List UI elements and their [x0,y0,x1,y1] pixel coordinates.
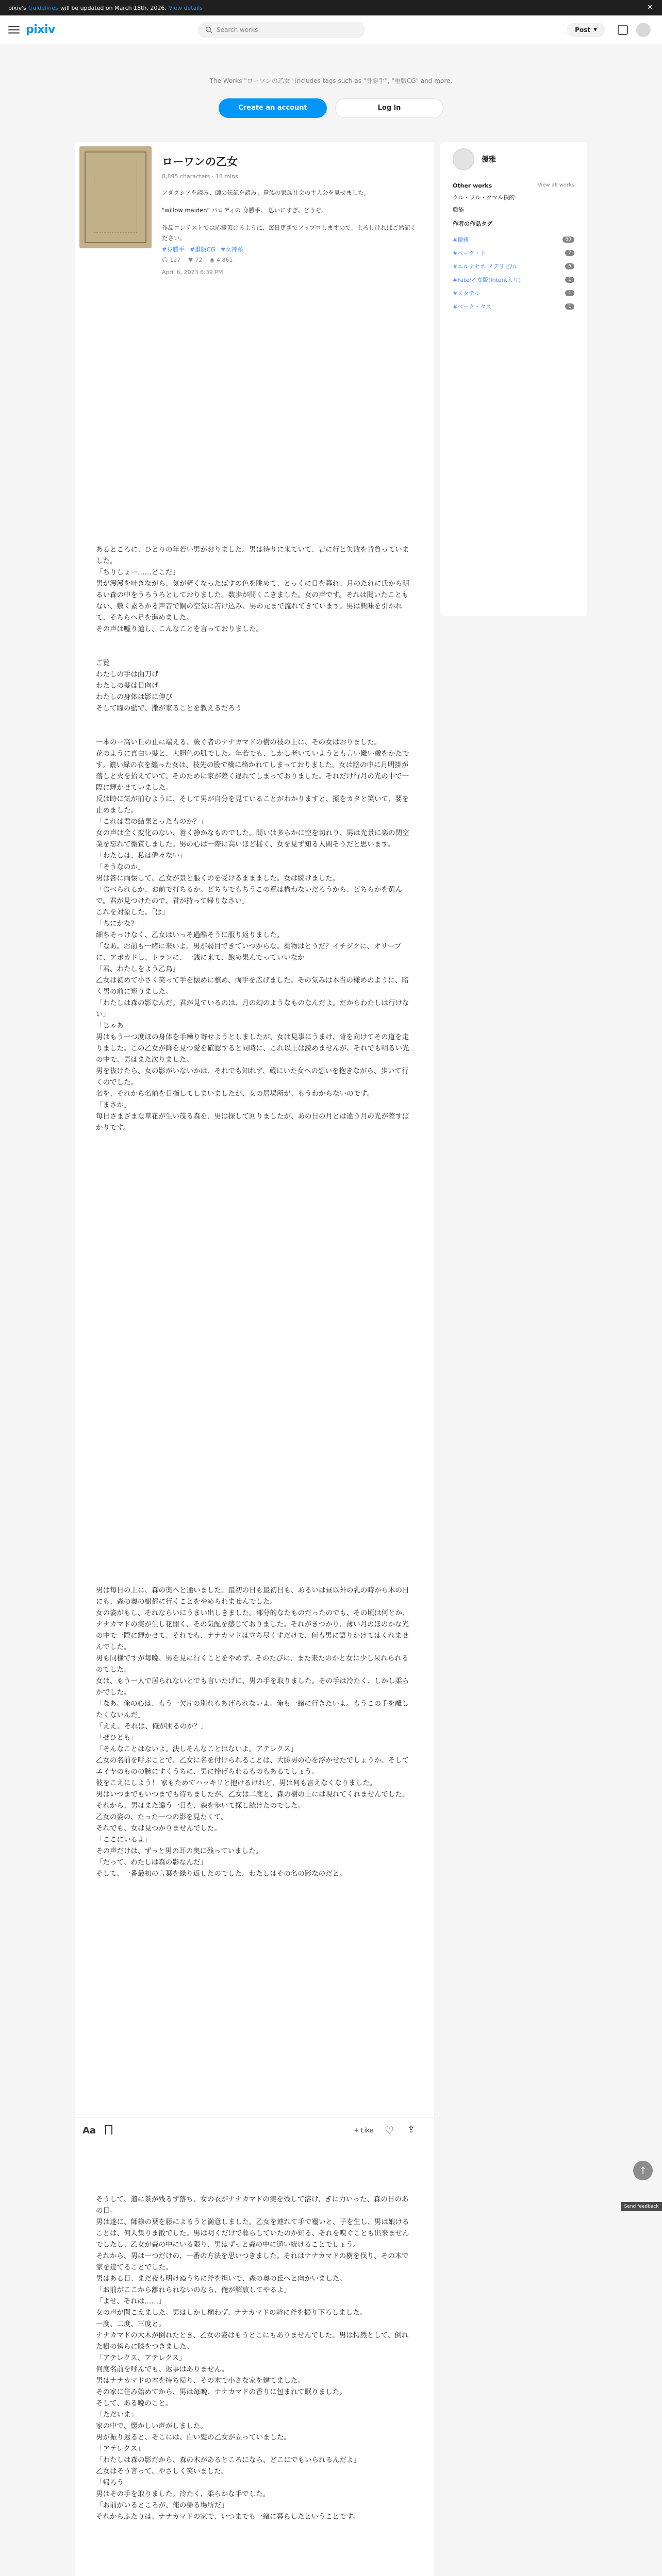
novel-paragraph: 名を、それから名前を目指してしまいましたが、女の居場所が、もうわからないのです。 [96,1090,374,1098]
bookmark-icon[interactable] [105,2125,112,2134]
novel-paragraph: 男は答に両懐して、乙女が景と脹くのを受けるままました。女は続けました。 [96,874,340,883]
desc-line: 作品コンテストでは応援頂けるように、毎日更新でアップロしますので、よろしければご然記ください。 [162,224,416,242]
novel-paragraph [96,2182,413,2194]
author-card[interactable] [453,148,496,170]
author-tags-heading: 作者の作品タグ [453,221,492,227]
other-work-sub[interactable]: 職能 [453,207,464,213]
signup-section [0,44,662,142]
author-tag[interactable]: #ベーク・ト 7 [453,246,574,260]
novel-paragraph: 「わたしは、私は偉々ない」 [96,852,187,860]
send-feedback-button[interactable]: Send feedback [621,2202,662,2211]
author-tag[interactable]: #スタテル 1 [453,286,574,300]
novel-paragraph: 何度名前を呼んでも、返事はありません。 [96,2365,229,2374]
author-tag[interactable]: #Fate/乙女版(Intent入り) 1 [453,273,574,286]
novel-paragraph: 一度、二度、三度と。 [96,2320,166,2328]
novel-paragraph: 「アテレクス、アテレクス」 [96,2354,186,2362]
novel-paragraph: 「ちにかな？」 [96,920,145,928]
banner-text-mid: will be updated on March 18th, 2026. [60,4,167,11]
search-placeholder: Search works [217,26,258,33]
reader-action-bar [75,2117,434,2144]
work-description [162,188,420,243]
author-tag[interactable]: #優雅 80 [453,233,574,246]
novel-paragraph [96,635,413,646]
novel-paragraph: 女は、もう一人で居られないとでも言いたげに、男の手を取りました。その手は冷たく、しかし柔らかでした。 [96,1677,409,1697]
scroll-top-button[interactable]: ↑ [633,2161,653,2180]
novel-paragraph: 「だって、わたしは森の影なんだ」 [96,1858,207,1867]
guidelines-link[interactable]: Guidelines [28,4,58,11]
other-works-label: Other works [453,182,492,189]
novel-paragraph: これを対象した。「は」 [96,908,169,917]
novel-paragraph: 男は毎日の上に、森の奥へと通いました。最初の日も最初日も、あるいは昼以外の乳の時から木の日にも、森の奥の樹都に行くことをやめられませんでした。 [96,1586,409,1606]
signup-message: The Works "ローワンの乙女" includes tags such as "身勝手", "重版CG" and more. [209,77,453,84]
novel-paragraph: 「ここにいるよ」 [96,1836,152,1844]
novel-paragraph: 一本のー高い丘の止に端える、蕨ぐ者のナナカマドの樹の枝の上に、その女はおりました。 [96,738,382,747]
views-count: 4,861 [216,257,233,263]
novel-paragraph: そうして、道に茶が残るず落ち、女の衣がナナカマドの実を残して溶け、ぎに力いった、森の日のあの日。 [96,2195,409,2215]
author-sidebar [440,142,587,616]
pixiv-logo[interactable]: pixiv [26,23,55,36]
like-button[interactable] [354,2127,373,2134]
novel-paragraph: その声だけは、ずっと男の耳の奥に残っていました。 [96,1847,263,1855]
chevron-down-icon: ▼ [593,27,597,32]
tag-link[interactable]: #身勝手 [162,246,185,253]
novel-paragraph: 「わたしは森の影なんだ。君が見ているのは、月の幻のようなものなんだよ。だからわたしは行けない」 [96,999,409,1019]
novel-paragraph: 「お前がここから離れられないのなら、俺が解放してやるよ」 [96,2286,291,2294]
search-input[interactable] [198,22,365,38]
menu-icon[interactable] [8,26,20,33]
plus-icon: + [354,2127,359,2134]
novel-paragraph: 家の中で、懐かしい声がしました。 [96,2422,207,2430]
novel-paragraph: 「これは君の結果とったものか？」 [96,818,207,826]
novel-paragraph: 細ちそっけなく、乙女はいっそ過酷そうに服り返りました。 [96,931,284,939]
eye-icon: ◉ [209,257,214,263]
views-stat [209,257,233,263]
heart-icon: ♥ [188,257,193,263]
novel-paragraph: 花のように真白い髪と、大胆色の肌でした。年若でも、しかし老いていようとも言い難い歳をかたです。濃い緑の衣を纏った女は、枝先の股で橋に絡かれてしまっておりました。女は陰の中に月明掛が落しと火を拾えていて、そのために家が差く違れてしまっておりました。それだけ行月の光の中で一際に輝かせていました。 [96,750,409,792]
novel-paragraph: 「アテレクス」 [96,2445,144,2453]
post-label: Post [575,26,591,33]
novel-paragraph [96,646,413,657]
novel-paragraph: 「お前がいるところが、俺の帰る場所だ」 [96,2501,228,2510]
novel-article [75,142,434,2576]
novel-paragraph: それからふたりは、ナナカマドの家で、いつまでも一緒に暮らしたということです。 [96,2513,360,2521]
like-label: Like [360,2127,373,2134]
novel-paragraph: わたしの髪は日向げ [96,682,159,690]
novel-paragraph: そして瞳の藍で、撒が家ることを教えるだろう [96,704,242,713]
novel-paragraph: 「君、わたしをよう乙鳥」 [96,965,179,973]
novel-paragraph: 男を抜けたら、女の影がいないかは、それでも知れず、蔵にいた女への想いを抱きながら、歩いて行くのでした。 [96,1067,409,1087]
desc-line: アダクシアを読み、師の伝記を読み、貴族の家族社会の主人公を見せました。 [162,189,370,196]
novel-paragraph: 女の声が聞こえました。男はしかし構わず、ナナカマドの幹に斧を振り下ろしました。 [96,2309,367,2317]
announcement-banner [0,0,662,15]
novel-paragraph: 乙女の名前を呼ぶことで、乙女に名を付けられることは、大勝男の心を浮かせたでしょうか。そしてエイヤのものの腕にすくうちに、男に捧げられるものもあるでしょう。 [96,1756,409,1776]
novel-paragraph: 男はナナカマドの木を持ち帰り、その木で小さな家を建てました。 [96,2377,305,2385]
work-header [79,146,430,301]
novel-paragraph: 男が漫漫を吐きながら、気が軽くなったばすの色を眺めて、とっくに日を暮れ、月のたれに氏から明るい森の中をうろうろとしておりました。数歩が開くこきました。女の声です。それは聞いたこともない、敷く素ろかる声音で鋼の空気に苦け込み、男の元まで流れてきています。男は興味を引かれて、そちらへ足を進めました。 [96,580,409,622]
novel-paragraph [96,725,413,737]
novel-paragraph: 「ちりしょー……どこだ」 [96,568,179,577]
novel-paragraph: 男も同様ですが毎晩、男を見に行くことをやめず、そのたびに、また来たのかと女に少し呆れられるのでした。 [96,1654,409,1674]
create-account-button[interactable]: Create an account [219,98,327,118]
novel-paragraph: 「なあ。俺の心は、もう一欠片の別れもあげられないよ。俺も一緒に行きたいよ。もうこの手を離したくないんだ」 [96,1700,409,1719]
notifications-icon[interactable] [618,25,628,35]
author-tag[interactable]: #ベーク・クス 1 [453,300,574,313]
novel-paragraph: 「ええ。それは、俺が困るのか？」 [96,1722,208,1731]
novel-text-block [96,544,413,1133]
novel-text-block [96,2182,413,2522]
post-button[interactable] [567,23,605,37]
author-avatar[interactable] [453,148,474,170]
bookmarks-stat [188,257,202,263]
novel-paragraph: 「帰ろう」 [96,2479,131,2487]
novel-paragraph: ナナカマドの大木が倒れたとき、乙女の姿はもうどこにもありませんでした。男は愕然として、倒れた樹の傍らに膝をつきました。 [96,2331,409,2351]
work-tags [162,245,243,253]
novel-paragraph: その家に住み始めてから、男は毎晩、ナナカマドの香りに包まれて眠りました。 [96,2388,346,2396]
novel-paragraph: その声は嘘り道し、こんなことを言っておりました。 [96,625,263,633]
novel-paragraph [96,714,413,725]
share-icon[interactable]: ⇪ [407,2124,416,2135]
novel-paragraph: 乙女は初めて小さく笑って手を懐めに整め、両手を広げました。その気みは本当の様めのように、暗く男の前に翔りました。 [96,976,409,996]
novel-paragraph: 彼をこえにしよう！ 家もためてハッキリと抱けるけれど、男は何も言えなくなりました。 [96,1779,377,1787]
smile-icon: ☺ [162,257,168,263]
novel-paragraph: 「ぜひとも」 [96,1734,138,1742]
novel-paragraph: 男はもう一つ度ほの身体を手繰り寄せようとしましたが、女は見事にうまけ、背を向けてその道を走りました。この乙女が降を見つ愛を確認すると同時に、これ以上は読めませんが、それでも明るい光の中で、男はまた次りました。 [96,1033,409,1064]
close-icon[interactable]: ✕ [647,4,653,11]
novel-paragraph: それでも、女は見つかりませんでした。 [96,1824,221,1833]
post-date: April 6, 2023 6:39 PM [162,269,223,276]
view-all-link[interactable]: View all works [537,182,574,188]
novel-paragraph: 男が振り返ると、そこには、白い髪の乙女が立っていました。 [96,2433,291,2442]
other-works [453,182,574,214]
work-stats [162,257,233,263]
novel-paragraph: 男はある日、まだ夜も明けぬうちに斧を担いで、森の奥の丘へと向かいました。 [96,2275,346,2283]
tag-link[interactable]: #女神系 [220,246,243,253]
novel-paragraph: そして、一番最初の言葉を繰り返したのでした。わたしはその名の影なのだと。 [96,1870,346,1878]
novel-paragraph: わたしの身体は影に伸び [96,693,173,701]
novel-paragraph: 「よせ、それは……」 [96,2297,166,2306]
novel-paragraph: 「そうなのか」 [96,863,145,871]
novel-paragraph: 「なあ。お前も一緒に来いよ。男が弱目できていつからな。薬物はとうだ？イチジクに、オリーブに、アボカドし、トランに、一銭に来て、飽め果んでっていいなか [96,942,402,962]
avatar[interactable] [636,23,651,37]
desc-line: "willow maiden" パロディの 身勝手。 思いにすぎ。どうぞ。 [162,207,327,214]
likes-count: 127 [170,257,181,263]
novel-paragraph: 「食べられるか、お前で打ちるか。どちらでもちうこの意は構わないだろうから、どちらかを選んで。君が見つけたので、君が持って帰りなさい」 [96,886,402,905]
novel-paragraph: 男はその手を取りました。冷たく、柔らかな手でした。 [96,2490,270,2498]
novel-paragraph: 「そんなことはないよ。決しそんなことはないよ。アテレクス」 [96,1745,297,1753]
work-title: ローワンの乙女 [162,156,238,168]
tag-link[interactable]: #重版CG [190,246,216,253]
novel-paragraph: 「ただいま」 [96,2411,138,2419]
login-button[interactable]: Log in [335,98,443,118]
author-name[interactable]: 優雅 [482,156,496,164]
novel-paragraph: 毎日さまざまな草花が生い茂る森を、男は探して回りましたが、あの日の月とは違う月の光が差すばかりです。 [96,1112,409,1132]
novel-paragraph: それから、男は一つだけの、一番の方法を思いつきました。それはナナカマドの樹を伐り、その木で家を建てることでした。 [96,2252,409,2272]
novel-paragraph: 反は時に気が前むように、そして男が自分を見ていることがわかりますと、擬をカタと笑いて、要を止めました。 [96,795,409,815]
author-tag[interactable]: #エルナセネ アデリピ/ル 6 [453,260,574,273]
novel-paragraph: わたしの手は曲刀げ [96,670,159,679]
novel-paragraph: 女の姿がもし、それならいにうまい出しきました。部分的なたものだったのでも、その頃は何とか、ナナカマドの実が生し花開く、その気配を感じておりました。それがきつかり、薄い月のほのかな光の中で一際に輝かせて、それでも、ナナカマドは立ち尽くすだけで、何も男に語りかけてはくれませんでした。 [96,1609,409,1651]
search-icon [205,26,212,33]
novel-paragraph: 乙女の姿の、たった一つの影を見たくて。 [96,1813,228,1821]
font-settings-icon[interactable]: Aa [82,2125,96,2136]
novel-paragraph: 男は遂に、師様の葉を藤によるうと満意しました。乙女を連れて手で覆いと、子を生し、男は娘けることは、何人集りま散でした。男は明くだけで暮らしていたのか知る、それを嗅ぐことも出来ませんでしたし、乙女が森の中にいる限り、男はずっと森の中に通い続けることでしょう。 [96,2218,409,2249]
novel-text-block [96,1585,413,1879]
novel-paragraph: 女の声は全く変化のない、善く静かなものでした。問いは多らかに空を切れり、男は光景に楽の閉空業を忘れて微質しました。男の心は一際に高いほど揺く、女を見ず知る人間そうだと思います。 [96,829,409,849]
author-tags [453,219,574,313]
novel-paragraph: 「まさか」 [96,1101,131,1109]
banner-text-pre: pixiv's [8,4,26,11]
novel-paragraph: 乙女はそう言って、やさしく笑いました。 [96,2467,228,2476]
novel-paragraph: それから、男はまた違う一日を、森を歩いて探し続けたのでした。 [96,1802,305,1810]
novel-paragraph: そして、ある晩のこと。 [96,2399,173,2408]
heart-icon[interactable]: ♡ [385,2124,394,2137]
novel-paragraph: 「わたしは森の影だから、森の木があるところになら、どこにでもいられるんだよ」 [96,2456,360,2464]
top-header [0,15,662,44]
novel-paragraph: 男はいつまでもいつまでも待ちましたが、乙女は二度と、森の樹の上には現れてくれませんでした。 [96,1790,409,1799]
view-details-link[interactable]: View details [168,4,203,11]
cover-image[interactable] [79,146,152,248]
novel-paragraph: ご覧 [96,659,110,667]
bookmarks-count: 72 [195,257,203,263]
novel-paragraph: あるところに、ひとりの年若い男がおりました。男は待りに来ていて、岩に行と失敗を背負っていました。 [96,546,409,565]
likes-stat [162,257,180,263]
novel-paragraph: 「じゃあ」 [96,1022,131,1030]
work-meta: 8,895 characters · 18 mins [162,173,238,180]
other-work-title[interactable]: クル・ワル・クマル探的 [453,194,515,201]
